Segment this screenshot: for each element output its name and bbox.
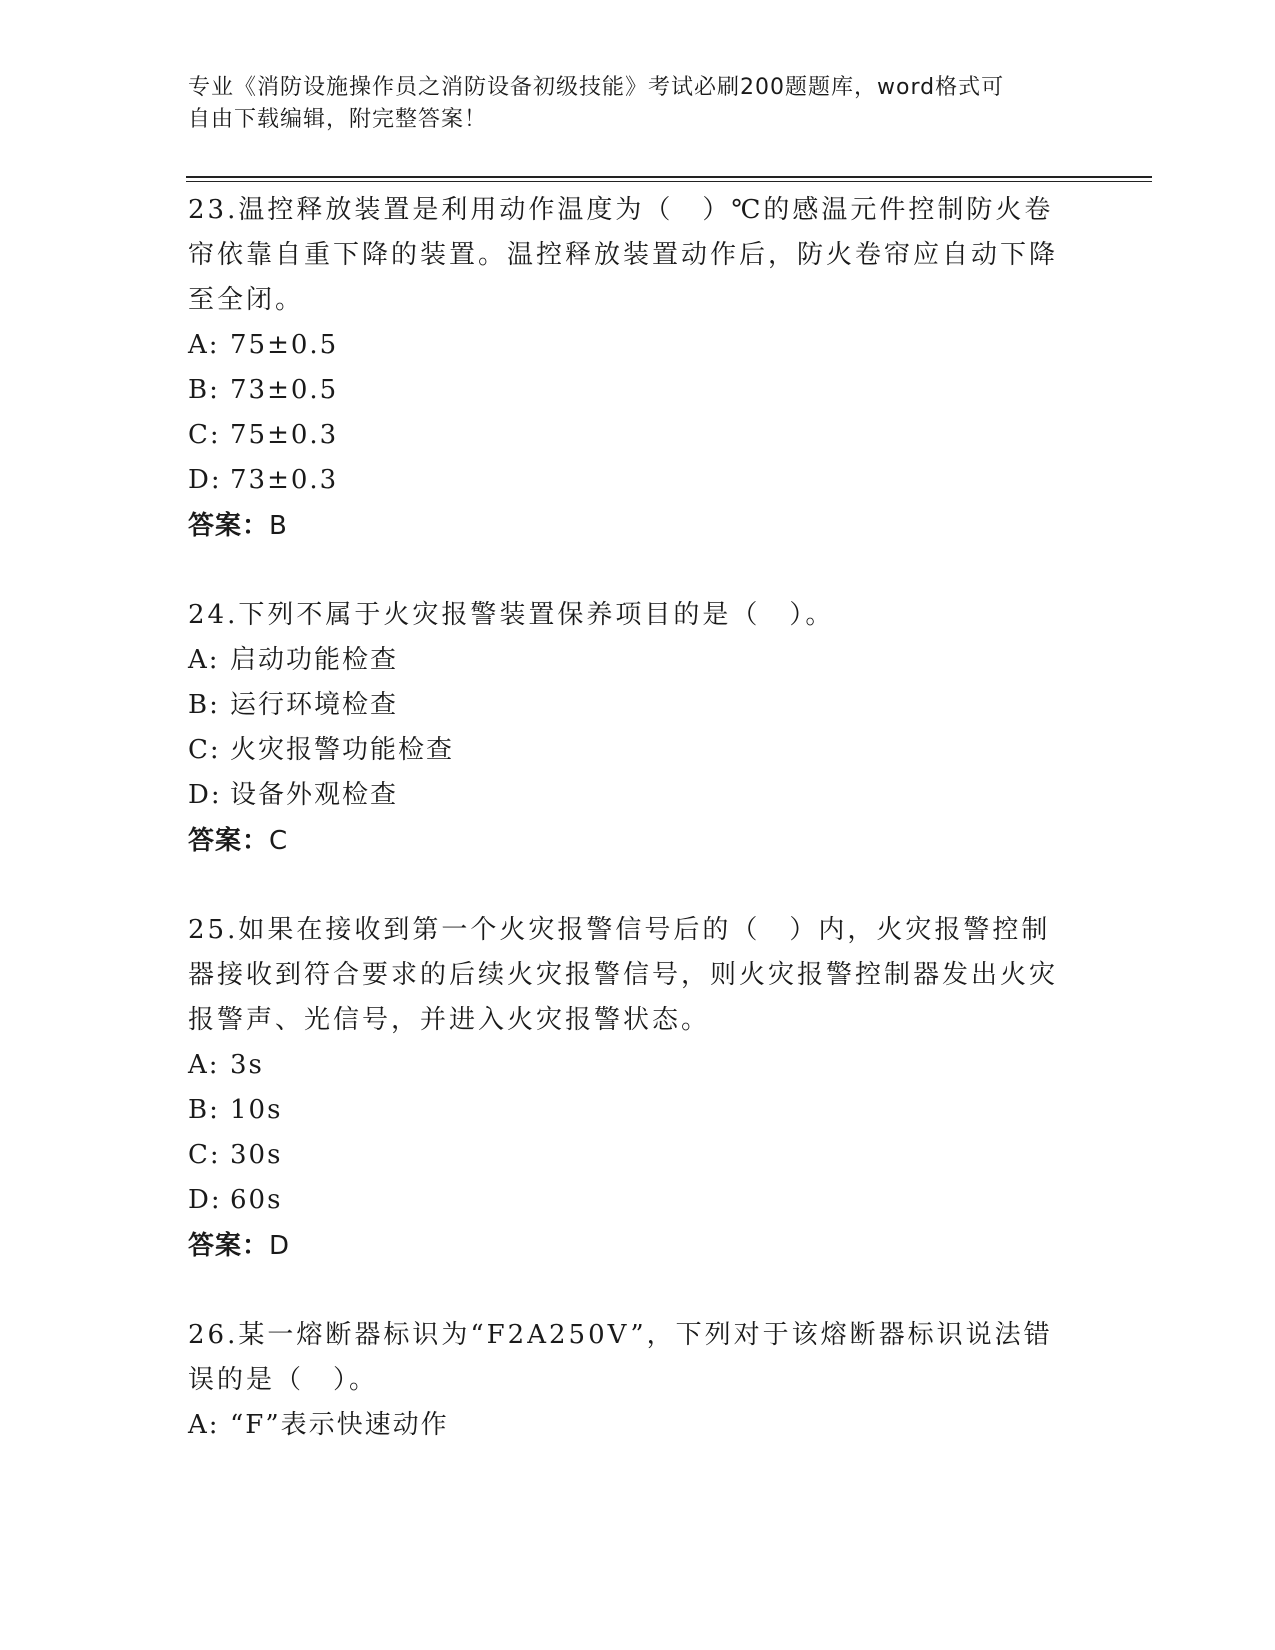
option-c	[188, 413, 1088, 458]
option-d	[188, 773, 1088, 818]
option-letter: D:	[188, 465, 222, 495]
option-letter: A:	[188, 1050, 220, 1080]
option-letter: A:	[188, 1410, 220, 1440]
option-letter: D:	[188, 780, 222, 810]
answer-value: C	[269, 826, 289, 856]
option-b	[188, 683, 1088, 728]
option-d	[188, 458, 1088, 503]
answer-value: B	[269, 511, 288, 541]
option-text: 3s	[230, 1050, 264, 1080]
header-divider-thick	[186, 176, 1152, 178]
option-c	[188, 1133, 1088, 1178]
question-text: 23.温控释放装置是利用动作温度为（ ）℃的感温元件控制防火卷帘依靠自重下降的装置。温控释放装置动作后，防火卷帘应自动下降至全闭。	[188, 195, 1059, 315]
option-a	[188, 1403, 1088, 1448]
option-text: 10s	[230, 1095, 283, 1125]
option-a	[188, 638, 1088, 683]
header-line-2: 自由下载编辑，附完整答案！	[188, 107, 488, 132]
option-letter: D:	[188, 1185, 222, 1215]
answer-line	[188, 818, 1088, 864]
option-letter: B:	[188, 375, 220, 405]
option-text: 75±0.3	[230, 420, 339, 450]
document-header	[188, 72, 1068, 136]
option-letter: A:	[188, 645, 220, 675]
option-letter: B:	[188, 690, 220, 720]
answer-line	[188, 1223, 1088, 1269]
header-line-1: 专业《消防设施操作员之消防设备初级技能》考试必刷200题题库，word格式可	[188, 75, 1005, 100]
option-a	[188, 1043, 1088, 1088]
option-text: 30s	[230, 1140, 283, 1170]
option-b	[188, 368, 1088, 413]
option-text: “F”表示快速动作	[230, 1410, 449, 1440]
option-b	[188, 1088, 1088, 1133]
question-text: 24.下列不属于火灾报警装置保养项目的是（ ）。	[188, 600, 835, 630]
option-letter: C:	[188, 420, 221, 450]
question-24	[188, 593, 1088, 864]
option-letter: A:	[188, 330, 220, 360]
question-23	[188, 188, 1088, 549]
option-a	[188, 323, 1088, 368]
option-text: 73±0.3	[230, 465, 339, 495]
option-text: 火灾报警功能检查	[230, 735, 455, 765]
question-text: 25.如果在接收到第一个火灾报警信号后的（ ）内，火灾报警控制器接收到符合要求的后续火灾报警信号，则火灾报警控制器发出火灾报警声、光信号，并进入火灾报警状态。	[188, 915, 1059, 1035]
question-25	[188, 908, 1088, 1269]
option-text: 设备外观检查	[230, 780, 399, 810]
option-text: 73±0.5	[230, 375, 339, 405]
answer-label: 答案：	[188, 826, 270, 856]
option-d	[188, 1178, 1088, 1223]
question-26	[188, 1313, 1088, 1448]
answer-value: D	[269, 1231, 291, 1261]
option-text: 60s	[230, 1185, 283, 1215]
header-divider-thin	[186, 181, 1152, 182]
question-text: 26.某一熔断器标识为“F2A250V”，下列对于该熔断器标识说法错误的是（ ）。	[188, 1320, 1053, 1395]
answer-label: 答案：	[188, 511, 270, 541]
option-c	[188, 728, 1088, 773]
answer-line	[188, 503, 1088, 549]
option-text: 启动功能检查	[230, 645, 399, 675]
option-letter: C:	[188, 1140, 221, 1170]
option-text: 运行环境检查	[230, 690, 399, 720]
option-letter: C:	[188, 735, 221, 765]
question-list	[188, 188, 1088, 1448]
answer-label: 答案：	[188, 1231, 270, 1261]
option-text: 75±0.5	[230, 330, 339, 360]
option-letter: B:	[188, 1095, 220, 1125]
